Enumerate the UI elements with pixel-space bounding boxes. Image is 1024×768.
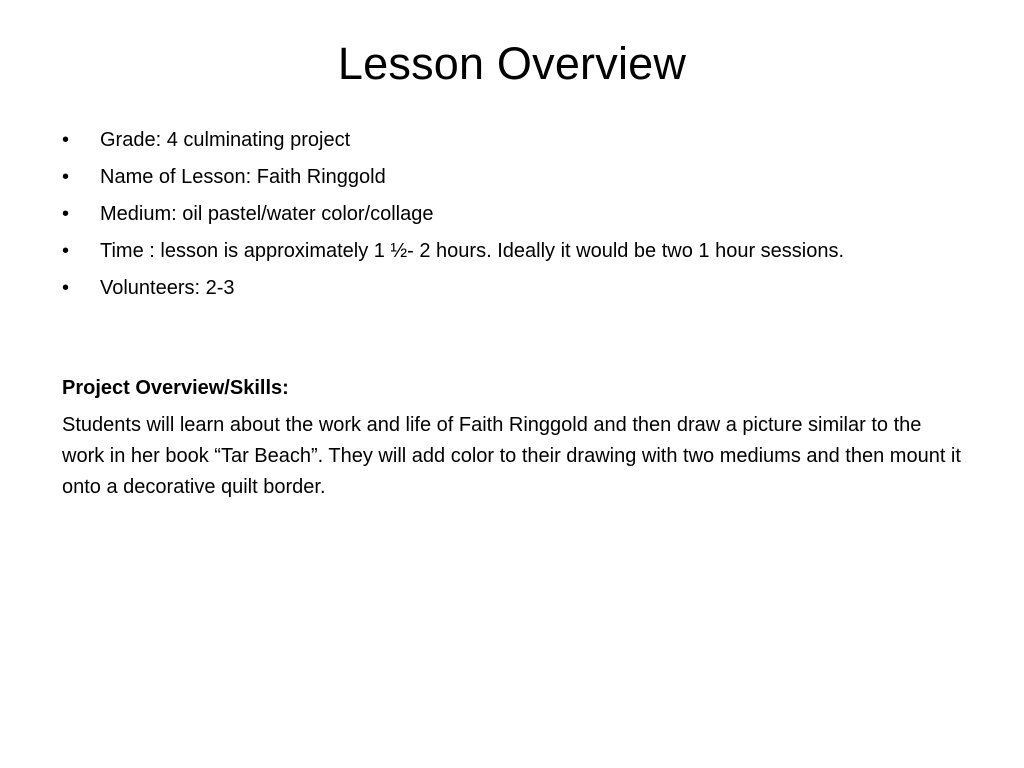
bullet-icon: • xyxy=(62,166,70,188)
bullet-list xyxy=(62,125,962,310)
bullet-icon: • xyxy=(62,203,70,225)
slide-title: Lesson Overview xyxy=(337,38,687,89)
section-heading: Project Overview/Skills: xyxy=(62,377,289,399)
bullet-text: Name of Lesson: Faith Ringgold xyxy=(100,166,386,188)
bullet-text: Volunteers: 2-3 xyxy=(100,277,235,299)
bullet-icon: • xyxy=(62,240,70,262)
bullet-item-medium xyxy=(62,199,962,229)
bullet-item-time xyxy=(62,236,962,266)
bullet-text: Time : lesson is approximately 1 ½- 2 hours. Ideally it would be two 1 hour sessions. xyxy=(100,240,845,262)
bullet-icon: • xyxy=(62,277,70,299)
bullet-text: Medium: oil pastel/water color/collage xyxy=(100,203,434,225)
bullet-text: Grade: 4 culminating project xyxy=(100,129,351,151)
bullet-item-volunteers xyxy=(62,273,962,303)
bullet-item-lesson-name xyxy=(62,162,962,192)
bullet-item-grade xyxy=(62,125,962,155)
bullet-icon: • xyxy=(62,129,70,151)
overview-paragraph: Students will learn about the work and life of Faith Ringgold and then draw a picture similar to the work in her book “Tar Beach”. They will add color to their drawing with two mediums and then mount it onto a decorative quilt border. xyxy=(62,414,961,498)
